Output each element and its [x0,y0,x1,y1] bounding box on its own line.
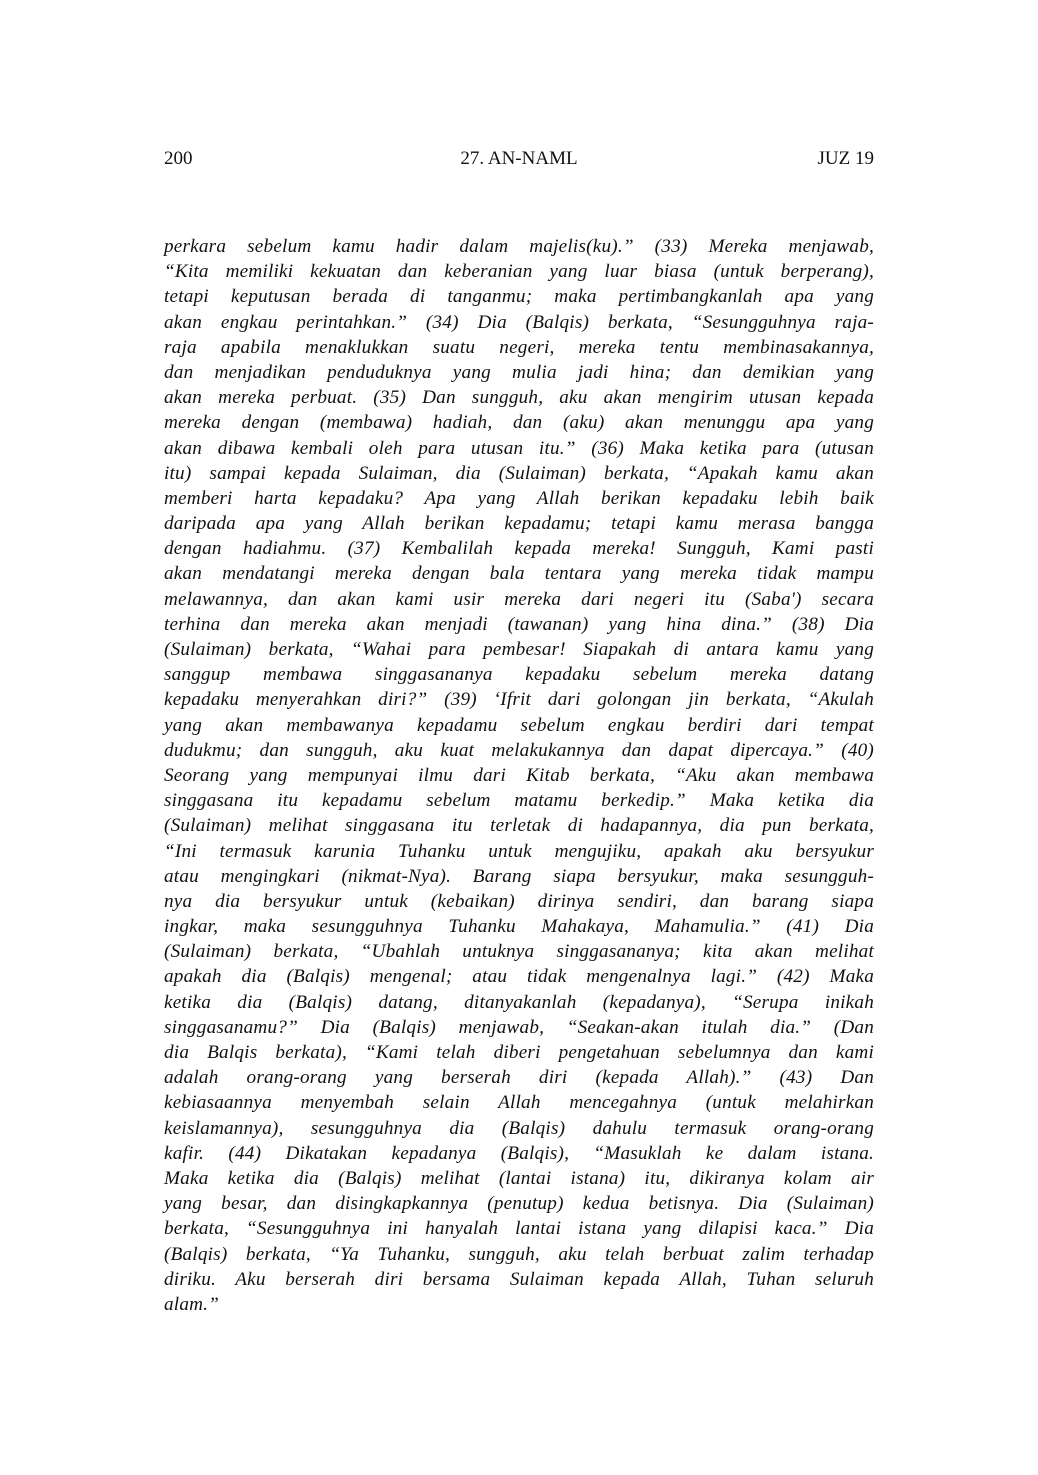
page-number: 200 [164,148,193,169]
text-line: singgasanamu?” Dia (Balqis) menjawab, “Seakan-akan itulah dia.” (Dan [164,1016,874,1038]
text-line: yang besar, dan disingkapkannya (penutup) kedua betisnya. Dia (Sulaiman) [164,1193,874,1215]
text-line: melawannya, dan akan kami usir mereka dari negeri itu (Saba') secara [164,588,874,610]
text-line: akan mendatangi mereka dengan bala tentara yang mereka tidak mampu [164,563,874,585]
text-line: “Kita memiliki kekuatan dan keberanian yang luar biasa (untuk berperang), [164,261,874,283]
text-line: perkara sebelum kamu hadir dalam majelis(ku).” (33) Mereka menjawab, [164,236,874,257]
text-line: Maka ketika dia (Balqis) melihat (lantai istana) itu, dikiranya kolam air [164,1167,874,1189]
text-line: (Sulaiman) berkata, “Ubahlah untuknya singgasananya; kita akan melihat [164,941,874,963]
text-line: atau mengingkari (nikmat-Nya). Barang siapa bersyukur, maka sesungguh- [164,865,874,887]
text-line: terhina dan mereka akan menjadi (tawanan) yang hina dina.” (38) Dia [164,613,874,635]
text-line: daripada apa yang Allah berikan kepadamu; tetapi kamu merasa bangga [164,513,874,535]
text-line: singgasana itu kepadamu sebelum matamu berkedip.” Maka ketika dia [164,790,874,812]
surah-title: 27. AN-NAML [460,148,578,169]
text-line: (Sulaiman) berkata, “Wahai para pembesar! Siapakah di antara kamu yang [164,639,874,660]
text-line: “Ini termasuk karunia Tuhanku untuk mengujiku, apakah aku bersyukur [164,840,874,862]
text-line: kafir. (44) Dikatakan kepadanya (Balqis), “Masuklah ke dalam istana. [164,1142,874,1164]
text-line: (Sulaiman) melihat singgasana itu terletak di hadapannya, dia pun berkata, [164,815,874,837]
juz-label: JUZ 19 [817,148,874,169]
text-line: itu) sampai kepada Sulaiman, dia (Sulaiman) berkata, “Apakah kamu akan [164,462,874,484]
text-line: (Balqis) berkata, “Ya Tuhanku, sungguh, aku telah berbuat zalim terhadap [164,1243,874,1265]
text-line: akan mereka perbuat. (35) Dan sungguh, aku akan mengirim utusan kepada [164,387,874,409]
text-line: akan dibawa kembali oleh para utusan itu.” (36) Maka ketika para (utusan [164,437,874,459]
text-line: alam.” [164,1293,220,1315]
text-line: dudukmu; dan sungguh, aku kuat melakukannya dan dapat dipercaya.” (40) [164,739,874,761]
text-line: akan engkau perintahkan.” (34) Dia (Balqis) berkata, “Sesungguhnya raja- [164,311,874,333]
text-line: ingkar, maka sesungguhnya Tuhanku Mahakaya, Mahamulia.” (41) Dia [164,916,874,938]
text-line: tetapi keputusan berada di tanganmu; maka pertimbangkanlah apa yang [164,286,874,308]
text-line: adalah orang-orang yang berserah diri (kepada Allah).” (43) Dan [164,1067,874,1089]
body-text [164,234,874,1317]
text-line: raja apabila menaklukkan suatu negeri, mereka tentu membinasakannya, [164,336,874,358]
text-line: kebiasaannya menyembah selain Allah mencegahnya (untuk melahirkan [164,1092,874,1114]
text-line: nya dia bersyukur untuk (kebaikan) dirinya sendiri, dan barang siapa [164,890,874,912]
text-line: Seorang yang mempunyai ilmu dari Kitab berkata, “Aku akan membawa [164,764,874,786]
text-line: mereka dengan (membawa) hadiah, dan (aku) akan menunggu apa yang [164,412,874,434]
text-line: kepadaku menyerahkan diri?” (39) ‘Ifrit dari golongan jin berkata, “Akulah [164,689,874,711]
text-line: diriku. Aku berserah diri bersama Sulaiman kepada Allah, Tuhan seluruh [164,1268,874,1290]
text-line: sanggup membawa singgasananya kepadaku sebelum mereka datang [164,664,874,686]
text-line: dia Balqis berkata), “Kami telah diberi pengetahuan sebelumnya dan kami [164,1042,874,1063]
text-line: keislamannya), sesungguhnya dia (Balqis) dahulu termasuk orang-orang [164,1117,874,1139]
text-line: dan menjadikan penduduknya yang mulia jadi hina; dan demikian yang [164,361,874,383]
page-header [164,146,874,172]
text-line: memberi harta kepadaku? Apa yang Allah berikan kepadaku lebih baik [164,487,874,509]
text-line: yang akan membawanya kepadamu sebelum engkau berdiri dari tempat [164,714,874,736]
text-line: berkata, “Sesungguhnya ini hanyalah lantai istana yang dilapisi kaca.” Dia [164,1218,874,1240]
text-line: ketika dia (Balqis) datang, ditanyakanlah (kepadanya), “Serupa inikah [164,991,874,1013]
text-line: apakah dia (Balqis) mengenal; atau tidak mengenalnya lagi.” (42) Maka [164,966,874,988]
text-line: dengan hadiahmu. (37) Kembalilah kepada mereka! Sungguh, Kami pasti [164,538,874,560]
